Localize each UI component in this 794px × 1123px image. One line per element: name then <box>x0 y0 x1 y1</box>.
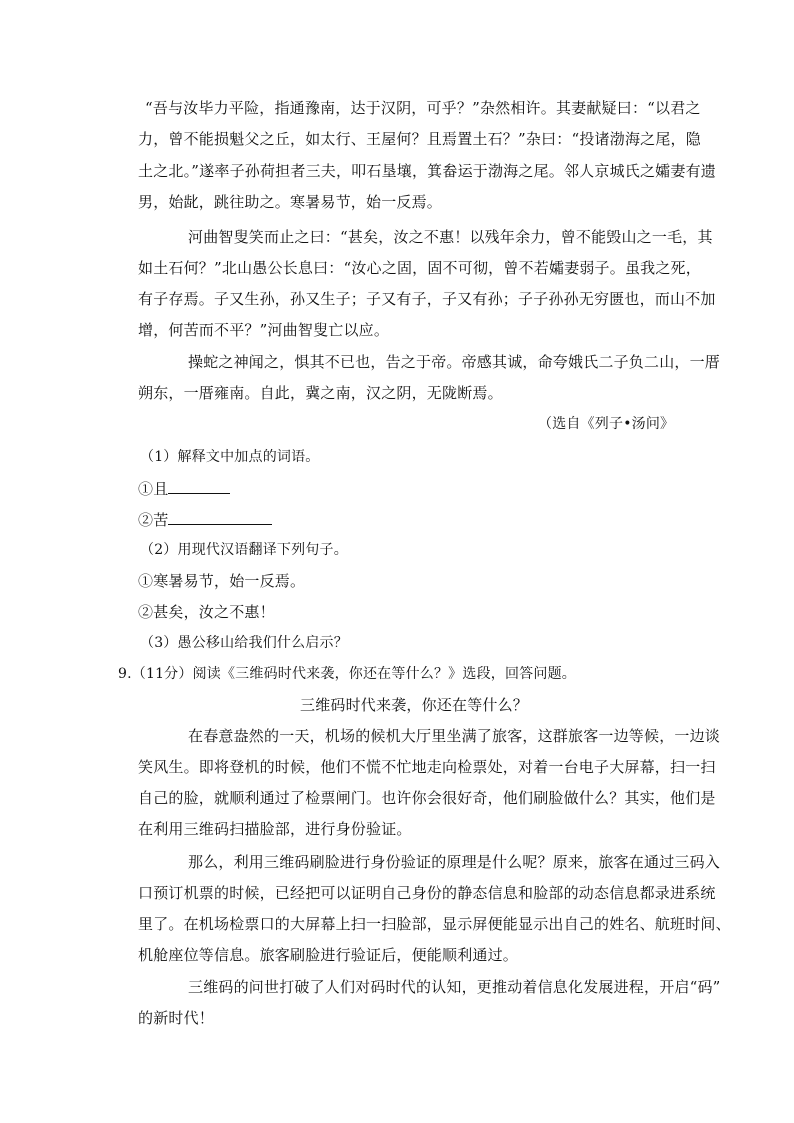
question-1-item-a-label: ①且 <box>138 480 169 498</box>
article-line: 的新时代！ <box>138 1009 215 1027</box>
question-1-item-b <box>138 509 272 530</box>
question-3: （3）愚公移山给我们什么启示？ <box>140 635 348 651</box>
question-9-stem: 9.（11分）阅读《三维码时代来袭，你还在等什么？》选段，回答问题。 <box>118 666 576 682</box>
passage-line: 操蛇之神闻之，惧其不已也，告之于帝。帝感其诚，命夸娥氏二子负二山，一厝 <box>188 353 721 371</box>
article-line: 笑风生。即将登机的时候，他们不慌不忙地走向检票处，对着一台电子大屏幕，扫一扫 <box>138 758 716 776</box>
question-2: （2）用现代汉语翻译下列句子。 <box>140 542 348 558</box>
passage-line: “吾与汝毕力平险，指通豫南，达于汉阴，可乎？”杂然相许。其妻献疑曰：“以君之 <box>145 99 701 117</box>
article-line: 三维码的问世打破了人们对码时代的认知，更推动着信息化发展进程，开启“码” <box>188 978 721 996</box>
passage-line: 男，始龀，跳往助之。寒暑易节，始一反焉。 <box>138 193 443 211</box>
article-line: 在春意盎然的一天，机场的候机大厅里坐满了旅客，这群旅客一边等候，一边谈 <box>188 727 721 745</box>
passage-line: 如土石何？”北山愚公长息曰：“汝心之固，固不可彻，曾不若孀妻弱子。虽我之死， <box>138 259 701 277</box>
passage-line: 力，曾不能损魁父之丘，如太行、王屋何？且焉置土石？”杂曰：“投诸渤海之尾，隐 <box>138 130 701 148</box>
answer-blank[interactable] <box>168 509 272 525</box>
passage-line: 土之北。”遂率子孙荷担者三夫，叩石垦壤，箕畚运于渤海之尾。邻人京城氏之孀妻有遗 <box>138 162 716 180</box>
answer-blank[interactable] <box>168 478 230 494</box>
article-line: 里了。在机场检票口的大屏幕上扫一扫脸部，显示屏便能显示出自己的姓名、航班时间、 <box>138 915 731 933</box>
passage-line: 河曲智叟笑而止之曰：“甚矣，汝之不惠！以残年余力，曾不能毁山之一毛，其 <box>188 228 713 246</box>
question-2-item-a: ①寒暑易节，始一反焉。 <box>138 572 306 590</box>
question-1-item-b-label: ②苦 <box>138 511 169 529</box>
article-line: 在利用三维码扫描脸部，进行身份验证。 <box>138 820 412 838</box>
article-line: 口预订机票的时候，已经把可以证明自己身份的静态信息和脸部的动态信息都录进系统 <box>138 884 716 902</box>
article-title: 三维码时代来袭，你还在等什么？ <box>300 696 529 714</box>
article-line: 机舱座位等信息。旅客刷脸进行验证后，便能顺利通过。 <box>138 946 519 964</box>
question-1-item-a <box>138 478 230 499</box>
passage-line: 朔东，一厝雍南。自此，冀之南，汉之阴，无陇断焉。 <box>138 384 503 402</box>
passage-line: 增，何苦而不平？”河曲智叟亡以应。 <box>138 321 390 339</box>
passage-source: （选自《列子•汤问》 <box>538 416 675 432</box>
passage-line: 有子存焉。子又生孙，孙又生子；子又有子，子又有孙；子子孙孙无穷匮也，而山不加 <box>138 290 716 308</box>
question-1: （1）解释文中加点的词语。 <box>140 449 320 465</box>
article-line: 那么，利用三维码刷脸进行身份验证的原理是什么呢？原来，旅客在通过三码入 <box>188 853 721 871</box>
article-line: 自己的脸，就顺利通过了检票闸门。也许你会很好奇，他们刷脸做什么？其实，他们是 <box>138 789 716 807</box>
question-2-item-b: ②甚矣，汝之不惠！ <box>138 603 275 621</box>
